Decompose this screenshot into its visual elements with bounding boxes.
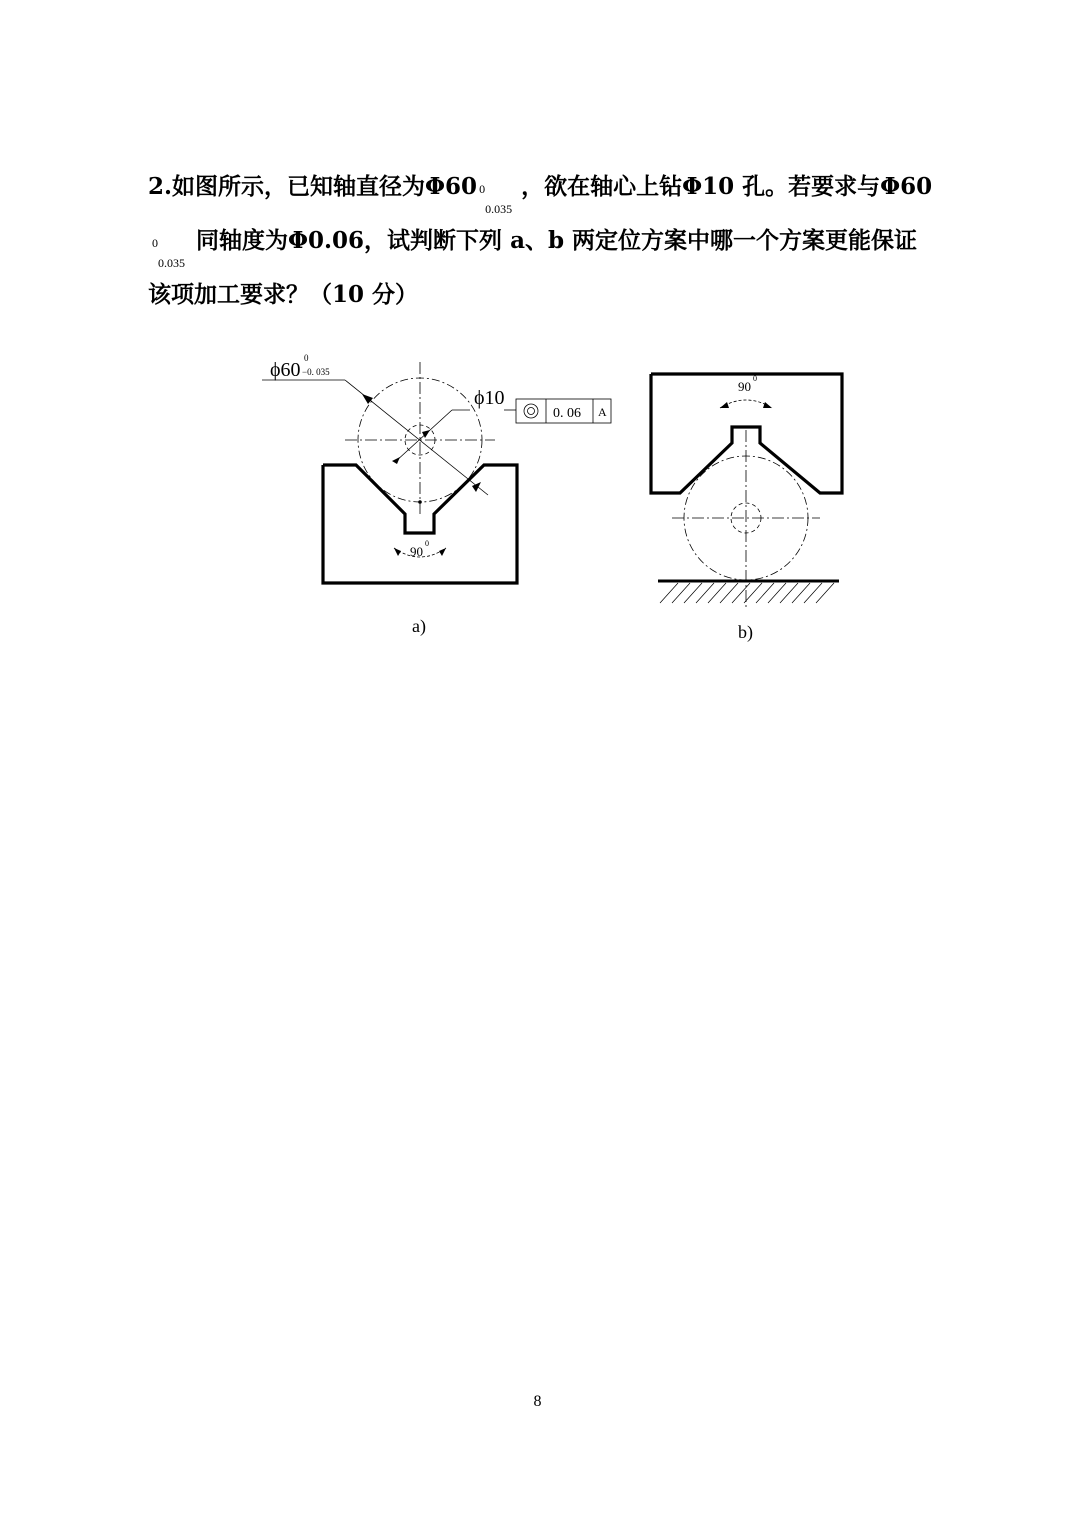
question-part: 2.如图所示，已知轴直径为Φ60 xyxy=(148,173,478,200)
datum-label: A xyxy=(598,405,607,419)
figure-b xyxy=(651,374,842,608)
question-part: 同轴度为Φ0.06，试判断下列 a、b 两定位方案中哪一个方案更能保证 xyxy=(188,227,918,254)
angle-label: 90 xyxy=(410,544,423,559)
tolerance-upper: 0 xyxy=(152,236,158,250)
figure-a xyxy=(262,353,611,583)
tolerance-lower: 0.035 xyxy=(485,202,513,216)
dia-lower-label: −0. 035 xyxy=(302,367,330,377)
figure-b-caption: b) xyxy=(738,622,753,642)
hole-leader-diagonal xyxy=(395,410,452,462)
dia-upper-label: 0 xyxy=(304,353,309,363)
page-number: 8 xyxy=(533,1393,542,1410)
arrowhead xyxy=(362,394,373,404)
question-line-3: 该项加工要求？（10 分） xyxy=(148,281,419,308)
concentricity-icon xyxy=(524,404,538,418)
arrowhead xyxy=(394,548,401,556)
angle-label: 90 xyxy=(738,379,751,394)
dia-main-label: ϕ60 xyxy=(270,359,301,381)
arrowhead xyxy=(439,548,446,556)
contact-point xyxy=(418,500,422,504)
figure-a-caption: a) xyxy=(412,616,426,636)
arrowhead xyxy=(763,402,772,408)
arrowhead xyxy=(720,402,729,408)
concentricity-icon-inner xyxy=(528,408,535,415)
tolerance-upper: 0 xyxy=(479,182,486,196)
angle-degree: 0 xyxy=(425,539,429,548)
ground-hatch xyxy=(660,583,834,603)
question-part: ，欲在轴心上钻Φ10 孔。若要求与Φ60 xyxy=(521,173,933,200)
arrowhead xyxy=(392,457,400,464)
hole-label: ϕ10 xyxy=(474,387,505,409)
tolerance-value: 0. 06 xyxy=(553,406,581,421)
angle-degree: 0 xyxy=(753,374,757,383)
tolerance-lower: 0.035 xyxy=(158,256,185,270)
